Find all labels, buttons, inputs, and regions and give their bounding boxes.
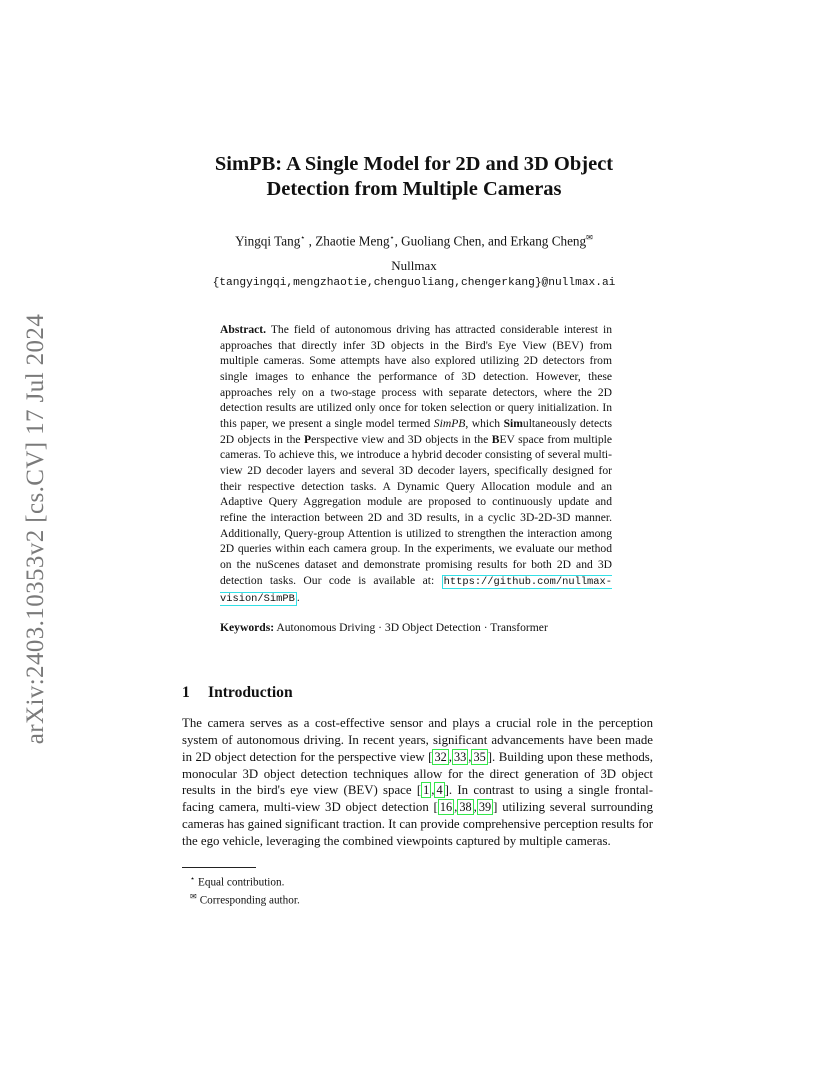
citation-link[interactable]: 39 — [478, 800, 492, 815]
abstract-label: Abstract. — [220, 323, 267, 336]
citation-link[interactable]: 33 — [453, 749, 467, 764]
section-number: 1 — [182, 684, 190, 701]
abstract-text: The field of autonomous driving has attracted considerable interest in approaches that directly infer 3D objects in the Bird's Eye View (BEV) from multiple cameras. Some attempts have also explored utilizing 2D detectors from single images to enhance the performance of 3D detection. However, these approaches rely on a two-stage process with separate detectors, where the 2D detection results are utilized only once for token selection or query initialization. In this paper, we present a single model termed — [220, 323, 612, 430]
footnotes — [190, 872, 300, 908]
author-list — [120, 229, 708, 249]
author-name: Zhaotie Meng — [315, 233, 390, 249]
equal-contribution-mark: ⋆ — [300, 233, 306, 242]
author-name: Yingqi Tang — [235, 233, 301, 249]
star-icon: ⋆ — [190, 874, 196, 883]
citation-separator: , — [454, 800, 458, 815]
body-text: ] utilizing several surrounding cameras has gained significant traction. It can provide comprehensive perception results for the ego vehicle, leveraging the combined viewpoints captured by multiple cameras. — [182, 800, 653, 848]
abstract-text: , which — [465, 416, 504, 430]
author-name: Guoliang Chen — [401, 233, 482, 249]
title-line-2: Detection from Multiple Cameras — [266, 177, 562, 200]
citation-link[interactable]: 32 — [434, 749, 447, 764]
author-separator: , and — [481, 233, 511, 249]
citation-link[interactable]: 38 — [459, 800, 472, 815]
body-text: The camera serves as a cost-effective sensor and plays a crucial role in the perception system of autonomous driving. In recent years, significant advancements have been made in 2D object detection for the perspective view [ — [182, 716, 653, 764]
author-emails: {tangyingqi,mengzhaotie,chenguoliang,chengerkang}@nullmax.ai — [212, 277, 616, 289]
section-title: Introduction — [208, 684, 293, 701]
footnote-text: Corresponding author. — [199, 894, 300, 907]
citation-link[interactable]: 35 — [473, 749, 486, 764]
affiliation: Nullmax — [391, 258, 437, 273]
acronym-letter: B — [491, 432, 500, 446]
model-name: SimPB — [433, 416, 466, 430]
footnote-divider — [182, 867, 256, 868]
acronym-letters: Sim — [503, 416, 523, 430]
footnote-corresponding-author — [190, 890, 300, 908]
author-separator: , — [394, 233, 402, 249]
arxiv-stamp-text: arXiv:2403.10353v2 [cs.CV] 17 Jul 2024 — [22, 313, 50, 745]
citation-separator: , — [468, 749, 472, 764]
body-text: ]. In contrast to using a single frontal-facing camera, multi-view 3D object detection [ — [182, 783, 653, 815]
citation-link[interactable]: 16 — [439, 800, 453, 815]
acronym-letter: P — [304, 432, 312, 446]
citation-separator: , — [473, 800, 477, 815]
citation-link[interactable]: 4 — [436, 783, 443, 798]
title-line-1: SimPB: A Single Model for 2D and 3D Object — [214, 153, 614, 175]
abstract-text: ultaneously detects 2D objects in the — [220, 416, 613, 446]
abstract-text: erspective view and 3D objects in the — [311, 432, 492, 446]
keywords — [220, 620, 620, 635]
envelope-icon: ✉ — [190, 892, 197, 902]
envelope-icon: ✉ — [586, 233, 593, 242]
author-name: Erkang Cheng — [510, 233, 587, 249]
paper-title — [120, 152, 708, 201]
abstract-text: . — [296, 591, 300, 605]
abstract-text: EV space from multiple cameras. To achieve this, we introduce a hybrid decoder consisting of several multi-view 2D decoder layers and several 3D decoder layers, specifically designed for their respective detection tasks. A Dynamic Query Allocation module and an Adaptive Query Aggregation module are proposed to continuously update and refine the interaction between 2D and 3D results, in a cyclic 3D-2D-3D manner. Additionally, Query-group Attention is utilized to strengthen the interaction among 2D queries within each camera group. In the experiments, we evaluate our method on the nuScenes dataset and demonstrate promising results for both 2D and 3D detection tasks. Our code is available at: — [220, 432, 612, 587]
code-repository-link[interactable]: https://github.com/nullmax-vision/SimPB — [220, 575, 612, 606]
footnote-text: Equal contribution. — [198, 876, 285, 889]
introduction-paragraph — [182, 715, 653, 850]
keywords-text: Autonomous Driving · 3D Object Detection · Transformer — [274, 621, 548, 634]
citation-link[interactable]: 1 — [423, 783, 430, 798]
author-separator: , — [305, 233, 316, 249]
keywords-label: Keywords: — [220, 621, 275, 634]
equal-contribution-mark: ⋆ — [389, 233, 395, 242]
citation-separator: , — [448, 749, 452, 764]
footnote-equal-contribution — [190, 872, 300, 890]
arxiv-identifier-stamp — [14, 295, 58, 763]
abstract — [220, 322, 612, 608]
citation-separator: , — [431, 783, 435, 798]
body-text: ]. Building upon these methods, monocular 3D object detection techniques allow for the direct generation of 3D object results in the bird's eye view (BEV) space [ — [182, 749, 653, 798]
section-heading — [182, 684, 293, 702]
